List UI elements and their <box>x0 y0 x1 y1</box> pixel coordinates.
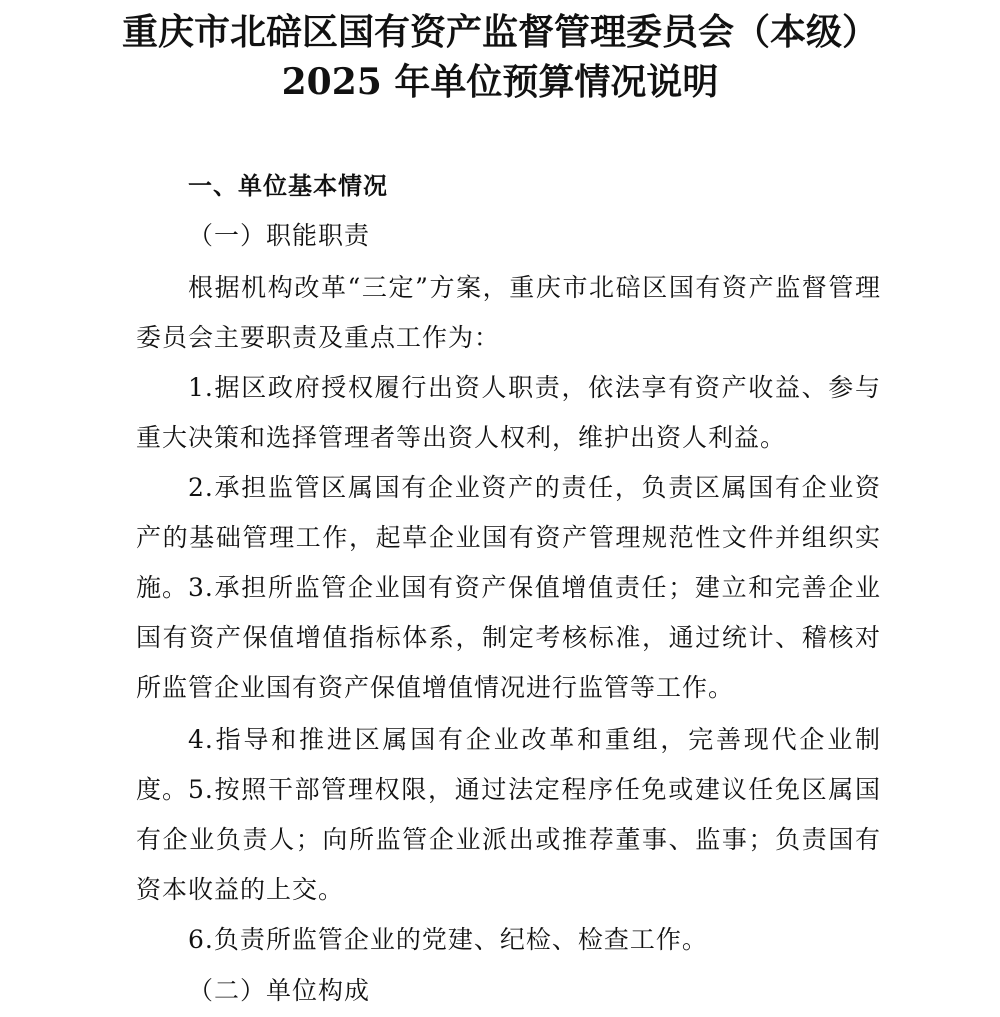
intro-paragraph: 根据机构改革“三定”方案，重庆市北碚区国有资产监督管理委员会主要职责及重点工作为： <box>136 273 881 352</box>
subsection-heading-functions: （一）职能职责 <box>188 221 371 250</box>
document-title-line-1: 重庆市北碚区国有资产监督管理委员会（本级） <box>121 11 878 53</box>
duty-item-1: 1.据区政府授权履行出资人职责，依法享有资产收益、参与重大决策和选择管理者等出资人权利，维护出资人利益。 <box>136 373 881 452</box>
duty-item-6: 6.负责所监管企业的党建、纪检、检查工作。 <box>188 925 708 954</box>
duty-item-3: 3.承担所监管企业国有资产保值增值责任；建立和完善企业国有资产保值增值指标体系，制定考核标准，通过统计、稽核对所监管企业国有资产保值增值情况进行监管等工作。 <box>136 573 881 702</box>
duty-item-2: 2.承担监管区属国有企业资产的责任，负责区属国有企业资产的基础管理工作，起草企业国有资产管理规范性文件并组织实施。 <box>136 473 881 602</box>
subsection-heading-composition: （二）单位构成 <box>188 976 371 1005</box>
duty-item-4: 4.指导和推进区属国有企业改革和重组，完善现代企业制度。 <box>136 725 881 804</box>
section-heading-basic-info: 一、单位基本情况 <box>188 172 388 200</box>
document-title-line-2: 2025 年单位预算情况说明 <box>281 61 719 103</box>
duty-item-5: 5.按照干部管理权限，通过法定程序任免或建议任免区属国有企业负责人；向所监管企业派出或推荐董事、监事；负责国有资本收益的上交。 <box>136 775 881 904</box>
